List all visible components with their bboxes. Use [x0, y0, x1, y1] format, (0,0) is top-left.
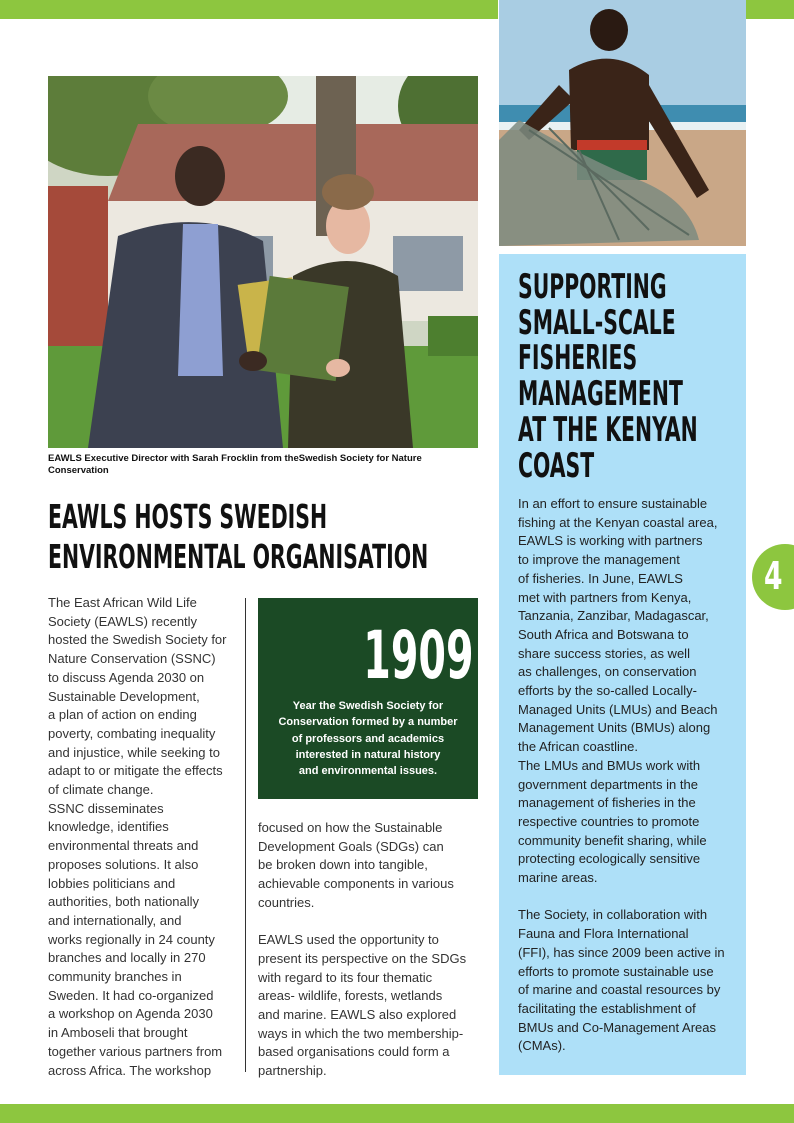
photo-caption: EAWLS Executive Director with Sarah Frocklin from theSwedish Society for Nature Conservation — [48, 453, 422, 476]
stat-description: Year the Swedish Society for Conservation formed by a number of professors and academics interested in natural history and environmental issues. — [278, 700, 458, 778]
sidebar-body: In an effort to ensure sustainable fishing at the Kenyan coastal area, EAWLS is working with partners to improve the management of fisheries. In June, EAWLS met with partners from Kenya, Tanzania, Zanzibar, Madagascar, South Africa and Botswana to share success stories, as well as challenges, on conservation efforts by the so-called Locally- Managed Units (LMUs) and Beach Management Units (BMUs) along the African coastline. The LMUs and BMUs work with government departments in the management of fisheries in the respective countries to promote community benefit sharing, while protecting ecologically sensitive marine areas. The Society, in collaboration with Fauna and Flora International (FFI), has since 2009 been active in efforts to promote sustainable use of marine and coastal resources by facilitating the establishment of BMUs and Co-Management Areas (CMAs). — [518, 496, 725, 1054]
top-accent-bar-right — [746, 0, 794, 19]
page-number: 4 — [764, 554, 783, 598]
photo-fisherman-with-net-on-beach — [499, 0, 746, 246]
sidebar-title: SUPPORTING SMALL-SCALE FISHERIES MANAGEMENT AT THE KENYAN COAST — [518, 267, 698, 486]
article-headline — [48, 497, 494, 577]
stat-number: 1909 — [363, 617, 474, 694]
column-divider — [245, 598, 246, 1072]
headline-text: EAWLS HOSTS SWEDISH ENVIRONMENTAL ORGANISATION — [48, 497, 429, 576]
sidebar-box — [499, 254, 746, 1075]
article-body-column-1: The East African Wild Life Society (EAWLS) recently hosted the Swedish Society for Nature Conservation (SSNC) to discuss Agenda 2030 on Sustainable Development, a plan of action on ending poverty, combating inequality and injustice, while seeking to adapt to or mitigate the effects of climate change. SSNC disseminates knowledge, identifies environmental threats and proposes solutions. It also lobbies politicians and authorities, both nationally and internationally, and works regionally in 24 county branches and locally in 270 community branches in Sweden. It had co-organized a workshop on Agenda 2030 in Amboseli that brought together various partners from across Africa. The workshop — [48, 595, 227, 1078]
stat-callout-box — [258, 598, 478, 799]
bottom-accent-bar — [0, 1104, 794, 1123]
article-body-column-2: focused on how the Sustainable Development Goals (SDGs) can be broken down into tangible, achievable components in various countries. EAWLS used the opportunity to present its perspective on the SDGs with regard to its four thematic areas- wildlife, forests, wetlands and marine. EAWLS also explored ways in which the two membership- based organisations could form a partnership. — [258, 820, 467, 1079]
top-accent-bar-left — [0, 0, 498, 19]
photo-two-people-holding-magazines — [48, 76, 478, 448]
stat-number-wrap — [258, 598, 478, 698]
